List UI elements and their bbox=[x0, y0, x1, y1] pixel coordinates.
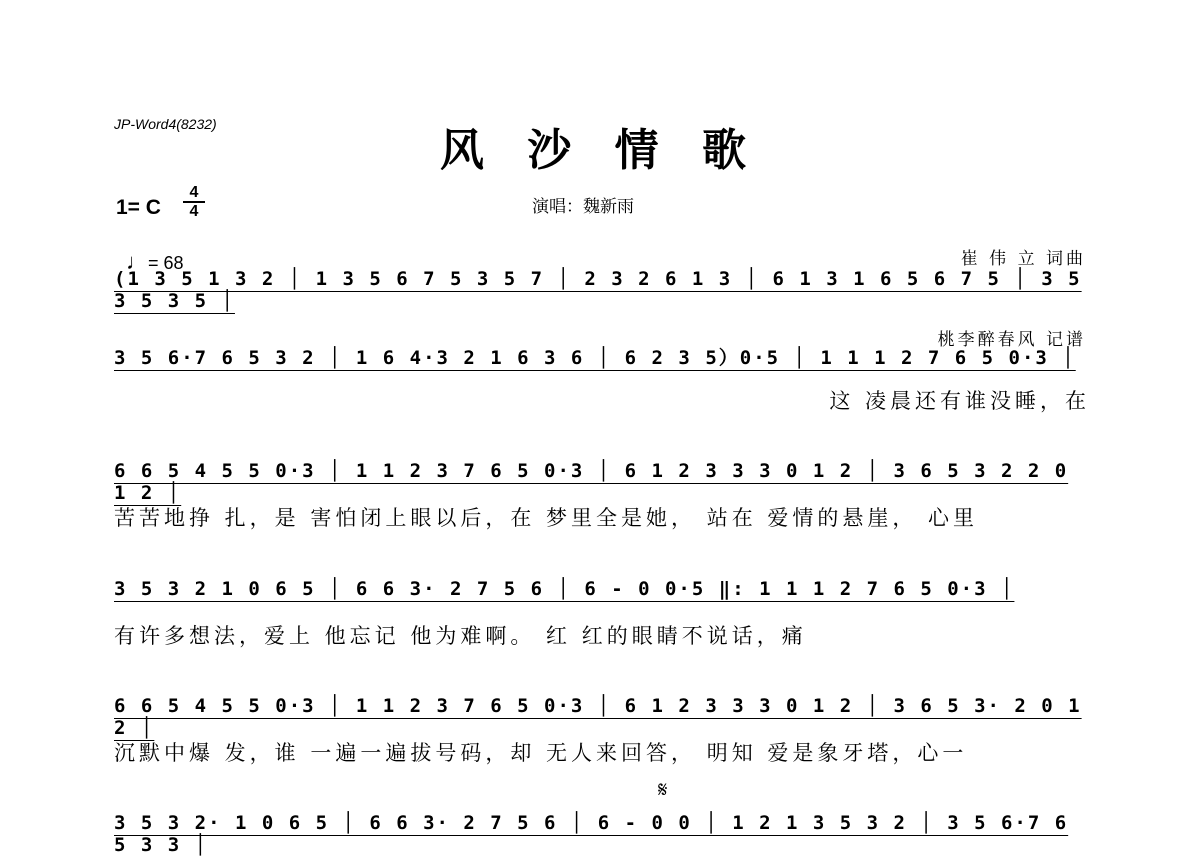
notation-line-2: 3 5 6·7 6 5 3 2 │ 1 6 4·3 2 1 6 3 6 │ 6 2 3 5）0·5 │ 1 1 1 2 7 6 5 0·3 │ bbox=[114, 347, 1076, 369]
time-signature-denominator: 4 bbox=[189, 203, 199, 220]
quarter-note-icon: ♩ bbox=[126, 249, 149, 274]
time-signature-numerator: 4 bbox=[183, 184, 205, 203]
time-signature bbox=[183, 184, 205, 220]
notation-line-3: 6 6 5 4 5 5 0·3 │ 1 1 2 3 7 6 5 0·3 │ 6 1 2 3 3 3 0 1 2 │ 3 6 5 3 2 2 0 1 2 │ bbox=[114, 460, 1069, 504]
key-signature: 1= C bbox=[116, 196, 161, 219]
segno-sign: 𝄋 bbox=[658, 778, 668, 803]
notation-line-1: (1 3 5 1 3 2 │ 1 3 5 6 7 5 3 5 7 │ 2 3 2 6 1 3 │ 6 1 3 1 6 5 6 7 5 │ 3 5 3 5 3 5 │ bbox=[114, 268, 1082, 312]
song-title: 风 沙 情 歌 bbox=[440, 125, 760, 176]
notation-line-4: 3 5 3 2 1 0 6 5 │ 6 6 3· 2 7 5 6 │ 6 - 0 0·5 ‖: 1 1 1 2 7 6 5 0·3 │ bbox=[114, 578, 1015, 600]
lyric-line-3: 苦苦地挣 扎，是 害怕闭上眼以后，在 梦里全是她， 站在 爱情的悬崖， 心里 bbox=[114, 506, 979, 530]
transcriber-credit: 桃李醉春风 记谱 bbox=[937, 330, 1086, 350]
singer-credit: 演唱：魏新雨 bbox=[532, 197, 634, 217]
tempo-value: = 68 bbox=[148, 253, 184, 273]
software-tag: JP-Word4(8232) bbox=[114, 116, 217, 132]
lyric-line-5: 沉默中爆 发，谁 一遍一遍拔号码，却 无人来回答， 明知 爱是象牙塔，心一 bbox=[114, 741, 968, 765]
lyric-line-4: 有许多想法，爱上 他忘记 他为难啊。 红 红的眼睛不说话，痛 bbox=[114, 624, 807, 648]
lyricist-composer-credit: 崔 伟 立 词曲 bbox=[960, 249, 1086, 269]
lyric-line-2: 这 凌晨还有谁没睡，在 bbox=[829, 389, 1090, 413]
notation-line-6: 3 5 3 2· 1 0 6 5 │ 6 6 3· 2 7 5 6 │ 6 - 0 0 │ 1 2 1 3 5 3 2 │ 3 5 6·7 6 5 3 3 │ bbox=[114, 812, 1069, 856]
notation-line-5: 6 6 5 4 5 5 0·3 │ 1 1 2 3 7 6 5 0·3 │ 6 1 2 3 3 3 0 1 2 │ 3 6 5 3· 2 0 1 2 │ bbox=[114, 695, 1082, 739]
